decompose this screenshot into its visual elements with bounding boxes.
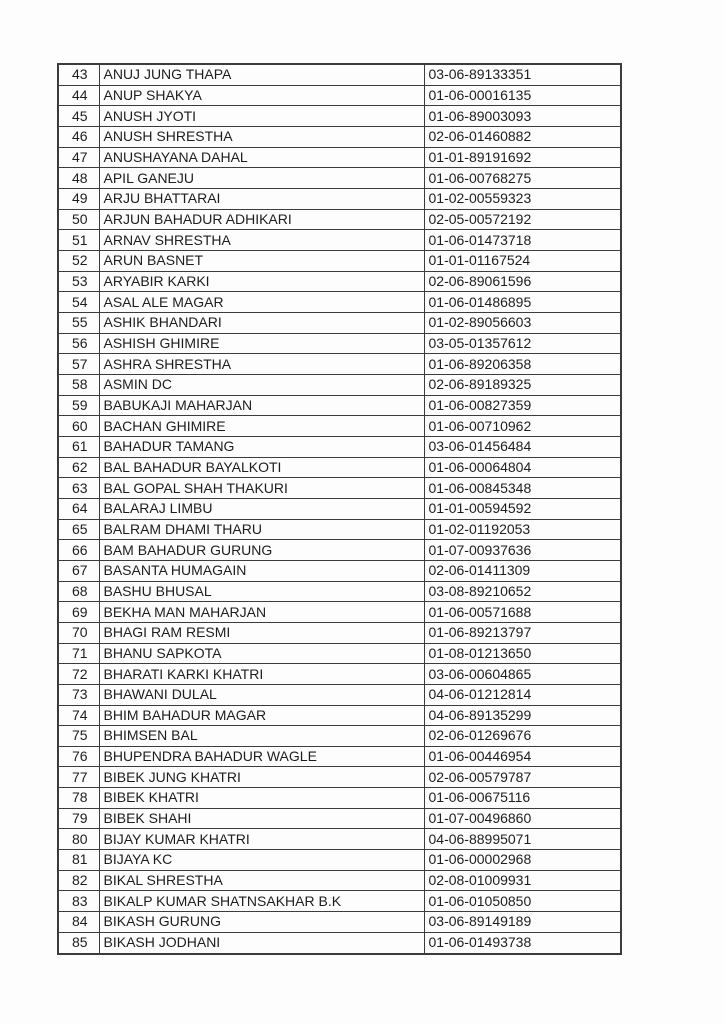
table-row <box>58 664 621 685</box>
id-number-cell: 01-07-00937636 <box>424 540 621 561</box>
id-number-cell: 01-06-00571688 <box>424 602 621 623</box>
row-number-cell: 68 <box>58 581 99 602</box>
table-row <box>58 808 621 829</box>
row-number-cell: 69 <box>58 602 99 623</box>
name-cell: BHAGI RAM RESMI <box>99 622 424 643</box>
table-row <box>58 354 621 375</box>
id-number-cell: 01-06-00827359 <box>424 395 621 416</box>
id-number-cell: 03-06-01456484 <box>424 436 621 457</box>
row-number-cell: 53 <box>58 271 99 292</box>
row-number-cell: 77 <box>58 767 99 788</box>
id-number-cell: 01-02-01192053 <box>424 519 621 540</box>
table-row <box>58 788 621 809</box>
name-cell: ARNAV SHRESTHA <box>99 230 424 251</box>
name-cell: ANUSHAYANA DAHAL <box>99 147 424 168</box>
id-number-cell: 01-06-89213797 <box>424 622 621 643</box>
id-number-cell: 03-06-89133351 <box>424 64 621 85</box>
row-number-cell: 45 <box>58 106 99 127</box>
name-cell: BIJAY KUMAR KHATRI <box>99 829 424 850</box>
name-cell: BEKHA MAN MAHARJAN <box>99 602 424 623</box>
row-number-cell: 50 <box>58 209 99 230</box>
id-number-cell: 01-02-00559323 <box>424 189 621 210</box>
name-cell: BASHU BHUSAL <box>99 581 424 602</box>
table-row <box>58 850 621 871</box>
name-cell: APIL GANEJU <box>99 168 424 189</box>
table-row <box>58 519 621 540</box>
name-cell: BIBEK SHAHI <box>99 808 424 829</box>
id-number-cell: 02-06-01269676 <box>424 726 621 747</box>
table-row <box>58 746 621 767</box>
row-number-cell: 55 <box>58 313 99 334</box>
table-row <box>58 767 621 788</box>
row-number-cell: 63 <box>58 478 99 499</box>
row-number-cell: 85 <box>58 932 99 954</box>
table-row <box>58 622 621 643</box>
name-cell: BHARATI KARKI KHATRI <box>99 664 424 685</box>
row-number-cell: 58 <box>58 375 99 396</box>
row-number-cell: 78 <box>58 788 99 809</box>
id-number-cell: 01-01-89191692 <box>424 147 621 168</box>
row-number-cell: 84 <box>58 912 99 933</box>
row-number-cell: 57 <box>58 354 99 375</box>
name-cell: BHIM BAHADUR MAGAR <box>99 705 424 726</box>
table-row <box>58 436 621 457</box>
name-cell: BHANU SAPKOTA <box>99 643 424 664</box>
id-number-cell: 02-08-01009931 <box>424 870 621 891</box>
row-number-cell: 73 <box>58 684 99 705</box>
table-row <box>58 726 621 747</box>
row-number-cell: 76 <box>58 746 99 767</box>
id-number-cell: 03-05-01357612 <box>424 333 621 354</box>
name-cell: ARUN BASNET <box>99 251 424 272</box>
name-cell: BHIMSEN BAL <box>99 726 424 747</box>
name-cell: ANUSH SHRESTHA <box>99 127 424 148</box>
row-number-cell: 51 <box>58 230 99 251</box>
id-number-cell: 01-06-00768275 <box>424 168 621 189</box>
name-cell: BIJAYA KC <box>99 850 424 871</box>
name-cell: BACHAN GHIMIRE <box>99 416 424 437</box>
name-cell: ASHISH GHIMIRE <box>99 333 424 354</box>
table-row <box>58 540 621 561</box>
row-number-cell: 62 <box>58 457 99 478</box>
id-number-cell: 03-08-89210652 <box>424 581 621 602</box>
id-number-cell: 03-06-89149189 <box>424 912 621 933</box>
row-number-cell: 67 <box>58 560 99 581</box>
table-row <box>58 581 621 602</box>
name-cell: ASHRA SHRESTHA <box>99 354 424 375</box>
row-number-cell: 59 <box>58 395 99 416</box>
name-cell: BAM BAHADUR GURUNG <box>99 540 424 561</box>
row-number-cell: 83 <box>58 891 99 912</box>
name-cell: ARJUN BAHADUR ADHIKARI <box>99 209 424 230</box>
name-cell: ASAL ALE MAGAR <box>99 292 424 313</box>
row-number-cell: 44 <box>58 85 99 106</box>
row-number-cell: 46 <box>58 127 99 148</box>
table-row <box>58 478 621 499</box>
name-cell: ANUSH JYOTI <box>99 106 424 127</box>
name-cell: BAHADUR TAMANG <box>99 436 424 457</box>
table-row <box>58 643 621 664</box>
table-row <box>58 602 621 623</box>
table-row <box>58 127 621 148</box>
name-cell: ARJU BHATTARAI <box>99 189 424 210</box>
name-cell: ANUP SHAKYA <box>99 85 424 106</box>
name-cell: BIKALP KUMAR SHATNSAKHAR B.K <box>99 891 424 912</box>
id-number-cell: 03-06-00604865 <box>424 664 621 685</box>
row-number-cell: 71 <box>58 643 99 664</box>
row-number-cell: 61 <box>58 436 99 457</box>
table-row <box>58 684 621 705</box>
table-row <box>58 292 621 313</box>
id-number-cell: 01-01-01167524 <box>424 251 621 272</box>
row-number-cell: 47 <box>58 147 99 168</box>
table-row <box>58 416 621 437</box>
table-row <box>58 705 621 726</box>
id-number-cell: 01-02-89056603 <box>424 313 621 334</box>
name-cell: BAL BAHADUR BAYALKOTI <box>99 457 424 478</box>
table-row <box>58 85 621 106</box>
table-row <box>58 932 621 954</box>
id-number-cell: 01-06-00446954 <box>424 746 621 767</box>
table-row <box>58 106 621 127</box>
row-number-cell: 72 <box>58 664 99 685</box>
row-number-cell: 82 <box>58 870 99 891</box>
table-row <box>58 189 621 210</box>
roster-table <box>57 63 622 955</box>
name-cell: BHUPENDRA BAHADUR WAGLE <box>99 746 424 767</box>
row-number-cell: 64 <box>58 498 99 519</box>
row-number-cell: 66 <box>58 540 99 561</box>
table-row <box>58 829 621 850</box>
row-number-cell: 54 <box>58 292 99 313</box>
id-number-cell: 01-06-01473718 <box>424 230 621 251</box>
row-number-cell: 81 <box>58 850 99 871</box>
table-row <box>58 64 621 85</box>
id-number-cell: 01-06-00675116 <box>424 788 621 809</box>
row-number-cell: 79 <box>58 808 99 829</box>
id-number-cell: 02-06-01460882 <box>424 127 621 148</box>
table-row <box>58 251 621 272</box>
table-row <box>58 209 621 230</box>
id-number-cell: 01-06-01050850 <box>424 891 621 912</box>
table-row <box>58 333 621 354</box>
table-row <box>58 560 621 581</box>
id-number-cell: 02-06-89061596 <box>424 271 621 292</box>
row-number-cell: 49 <box>58 189 99 210</box>
table-row <box>58 271 621 292</box>
table-row <box>58 912 621 933</box>
row-number-cell: 65 <box>58 519 99 540</box>
row-number-cell: 52 <box>58 251 99 272</box>
name-cell: BIBEK KHATRI <box>99 788 424 809</box>
id-number-cell: 02-06-01411309 <box>424 560 621 581</box>
row-number-cell: 75 <box>58 726 99 747</box>
id-number-cell: 02-05-00572192 <box>424 209 621 230</box>
id-number-cell: 01-07-00496860 <box>424 808 621 829</box>
name-cell: ARYABIR KARKI <box>99 271 424 292</box>
name-cell: ASMIN DC <box>99 375 424 396</box>
row-number-cell: 60 <box>58 416 99 437</box>
id-number-cell: 01-06-01486895 <box>424 292 621 313</box>
name-cell: BIKASH GURUNG <box>99 912 424 933</box>
name-cell: ANUJ JUNG THAPA <box>99 64 424 85</box>
id-number-cell: 01-06-01493738 <box>424 932 621 954</box>
id-number-cell: 01-06-89003093 <box>424 106 621 127</box>
row-number-cell: 43 <box>58 64 99 85</box>
table-row <box>58 891 621 912</box>
table-row <box>58 147 621 168</box>
table-row <box>58 395 621 416</box>
id-number-cell: 01-06-00016135 <box>424 85 621 106</box>
row-number-cell: 48 <box>58 168 99 189</box>
table-row <box>58 168 621 189</box>
table-row <box>58 313 621 334</box>
name-cell: BHAWANI DULAL <box>99 684 424 705</box>
name-cell: BALRAM DHAMI THARU <box>99 519 424 540</box>
id-number-cell: 01-06-00710962 <box>424 416 621 437</box>
row-number-cell: 80 <box>58 829 99 850</box>
name-cell: BIKAL SHRESTHA <box>99 870 424 891</box>
name-cell: BALARAJ LIMBU <box>99 498 424 519</box>
name-cell: BABUKAJI MAHARJAN <box>99 395 424 416</box>
id-number-cell: 02-06-89189325 <box>424 375 621 396</box>
row-number-cell: 74 <box>58 705 99 726</box>
row-number-cell: 56 <box>58 333 99 354</box>
name-cell: BIBEK JUNG KHATRI <box>99 767 424 788</box>
id-number-cell: 01-06-00002968 <box>424 850 621 871</box>
table-row <box>58 498 621 519</box>
name-cell: ASHIK BHANDARI <box>99 313 424 334</box>
id-number-cell: 01-01-00594592 <box>424 498 621 519</box>
row-number-cell: 70 <box>58 622 99 643</box>
table-row <box>58 375 621 396</box>
name-cell: BAL GOPAL SHAH THAKURI <box>99 478 424 499</box>
id-number-cell: 04-06-88995071 <box>424 829 621 850</box>
table-row <box>58 457 621 478</box>
table-row <box>58 230 621 251</box>
table-row <box>58 870 621 891</box>
id-number-cell: 01-08-01213650 <box>424 643 621 664</box>
id-number-cell: 01-06-00845348 <box>424 478 621 499</box>
id-number-cell: 01-06-00064804 <box>424 457 621 478</box>
name-cell: BASANTA HUMAGAIN <box>99 560 424 581</box>
name-cell: BIKASH JODHANI <box>99 932 424 954</box>
id-number-cell: 04-06-89135299 <box>424 705 621 726</box>
id-number-cell: 02-06-00579787 <box>424 767 621 788</box>
id-number-cell: 01-06-89206358 <box>424 354 621 375</box>
roster-table-body <box>58 64 621 954</box>
id-number-cell: 04-06-01212814 <box>424 684 621 705</box>
